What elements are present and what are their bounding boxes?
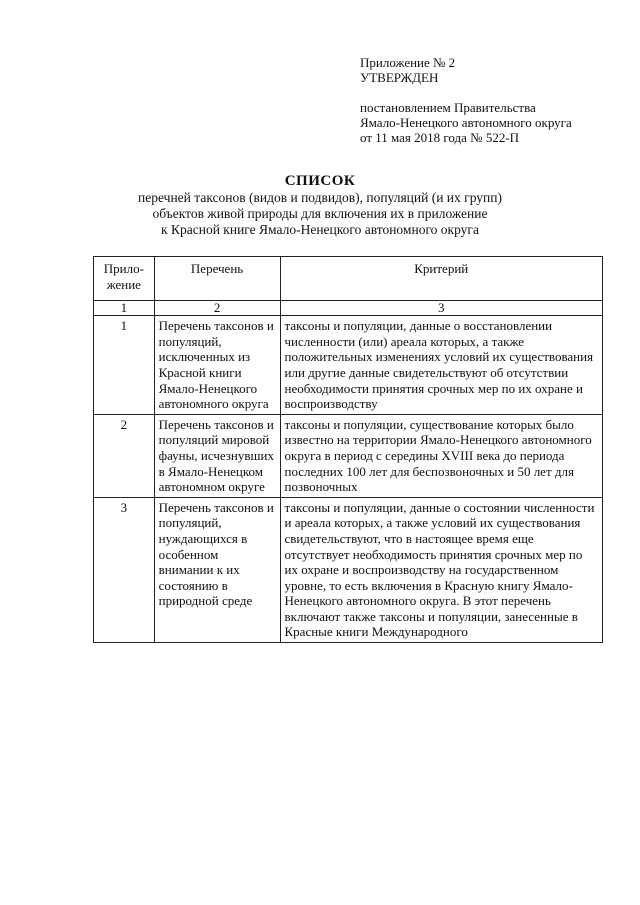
approved-label: УТВЕРЖДЕН <box>360 70 439 85</box>
row-number: 2 <box>94 414 155 497</box>
resolution-date: от 11 мая 2018 года № 522-П <box>360 130 520 145</box>
row-list-name: Перечень таксонов и популяций, нуждающихся в особенном внимании к их состоянию в природной среде <box>154 497 280 642</box>
title-line-3: к Красной книге Ямало-Ненецкого автономного округа <box>161 222 479 237</box>
resolution-line: постановлением Правительства <box>360 100 536 115</box>
row-number: 3 <box>94 497 155 642</box>
header-list: Перечень <box>154 257 280 301</box>
column-number: 1 <box>94 301 155 316</box>
header-criterion: Критерий <box>280 257 603 301</box>
taxa-lists-table <box>93 256 603 643</box>
column-number: 2 <box>154 301 280 316</box>
column-number-row <box>94 301 603 316</box>
approval-block <box>360 55 630 145</box>
title-line-1: перечней таксонов (видов и подвидов), популяций (и их групп) <box>138 190 502 205</box>
row-list-name: Перечень таксонов и популяций мировой фауны, исчезнувших в Ямало-Ненецком автономном округе <box>154 414 280 497</box>
title-line-2: объектов живой природы для включения их в приложение <box>152 206 488 221</box>
table-header-row <box>94 257 603 301</box>
appendix-number: Приложение № 2 <box>360 55 456 70</box>
table-row <box>94 497 603 642</box>
table-row <box>94 316 603 415</box>
header-appendix: Прило- жение <box>94 257 155 301</box>
government-line: Ямало-Ненецкого автономного округа <box>360 115 572 130</box>
row-criterion: таксоны и популяции, данные о состоянии численности и ареала которых, а также условий их существования свидетельствуют, что в настоящее время еще отсутствует необходимость принятия срочных мер по их охране и воспроизводству на государственном уровне, то есть включения в Красную книгу Ямало-Ненецкого автономного округа. В этот перечень включают также таксоны и популяции, занесенные в Красные книги Международного <box>280 497 603 642</box>
row-list-name: Перечень таксонов и популяций, исключенных из Красной книги Ямало-Ненецкого автономного округа <box>154 316 280 415</box>
column-number: 3 <box>280 301 603 316</box>
document-title <box>60 172 580 238</box>
row-criterion: таксоны и популяции, существование которых было известно на территории Ямало-Ненецкого автономного округа в период с середины XVIII века до периода последних 100 лет для беспозвоночных и 50 лет для позвоночных <box>280 414 603 497</box>
row-number: 1 <box>94 316 155 415</box>
table-row <box>94 414 603 497</box>
row-criterion: таксоны и популяции, данные о восстановлении численности (или) ареала которых, а также положительных изменениях условий их существования или другие данные свидетельствуют об отсутствии необходимости принятия срочных мер по их охране и воспроизводству <box>280 316 603 415</box>
spacer <box>360 85 630 100</box>
title-heading: СПИСОК <box>284 173 356 189</box>
